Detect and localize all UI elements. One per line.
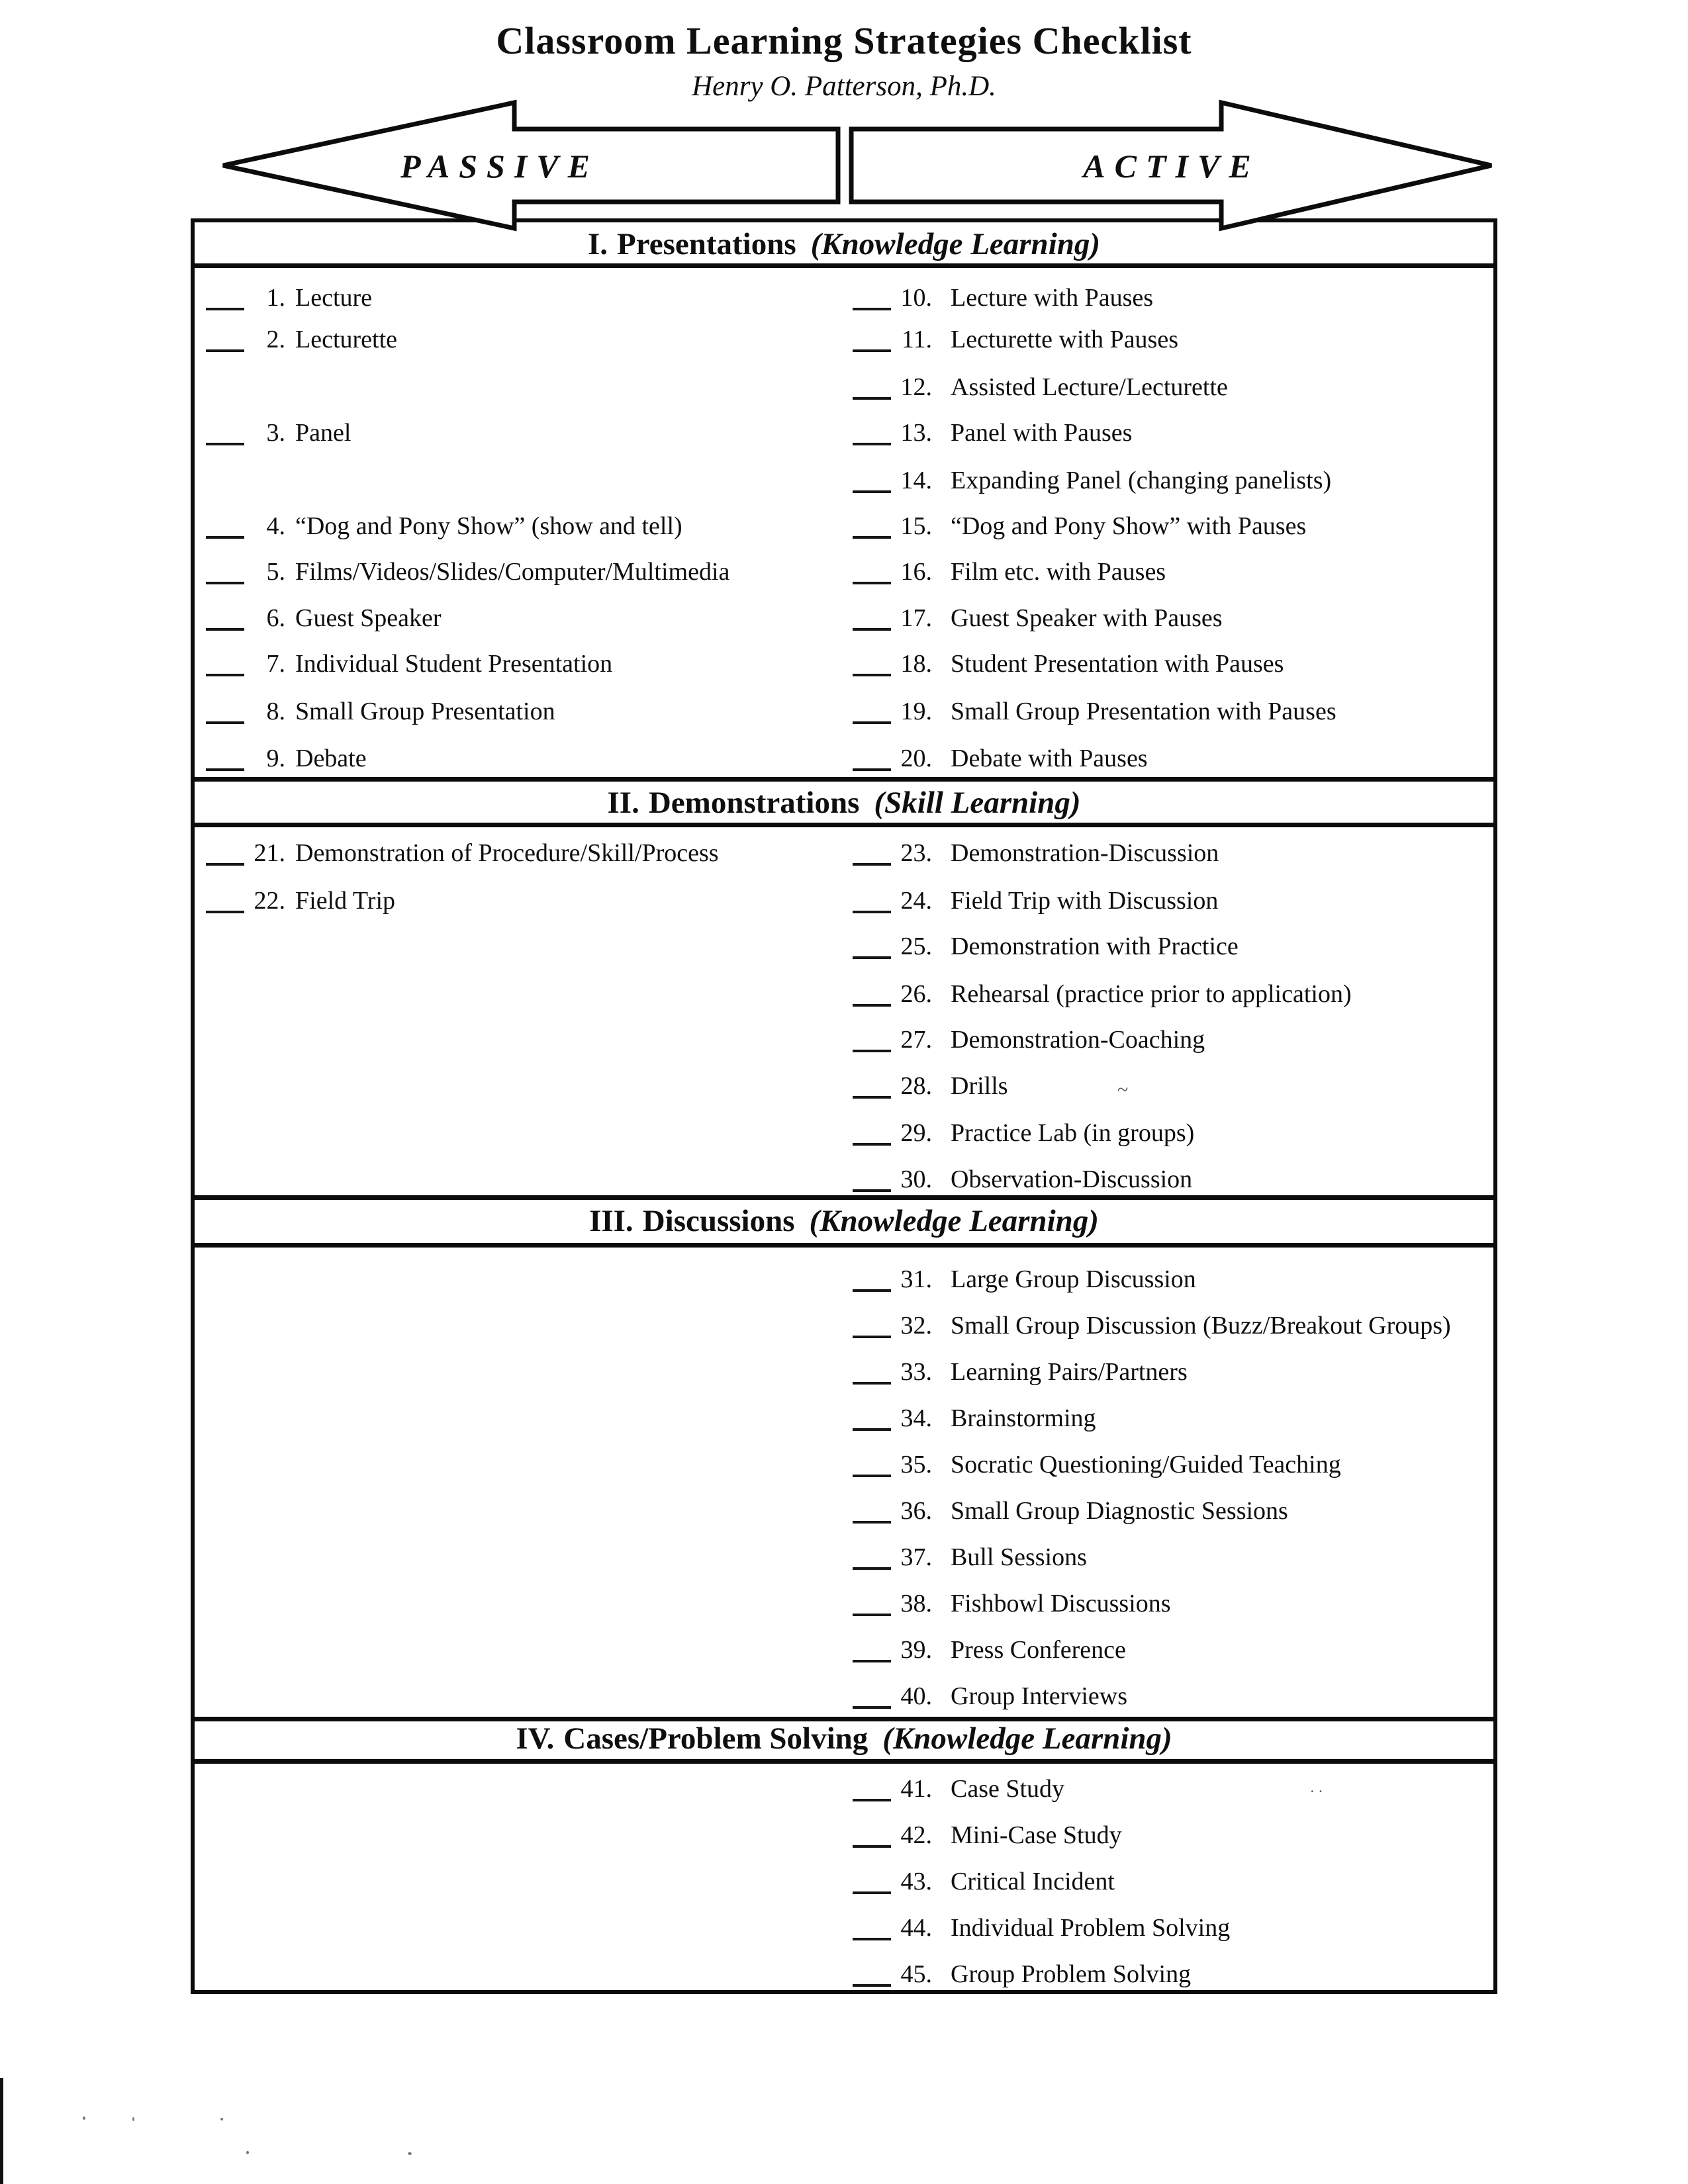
- checklist-item-4: [206, 504, 682, 538]
- section4-name: Cases/Problem Solving: [563, 1721, 868, 1756]
- response-blank-40[interactable]: [853, 1678, 891, 1709]
- section1-learning-type: (Knowledge Learning): [810, 227, 1101, 261]
- item-number: 44.: [900, 1914, 932, 1942]
- item-number: 2.: [266, 326, 285, 353]
- response-blank-9[interactable]: [206, 741, 244, 771]
- response-blank-1[interactable]: [206, 280, 244, 310]
- response-blank-45[interactable]: [853, 1956, 891, 1987]
- item-label: Debate with Pauses: [951, 745, 1148, 772]
- item-number: 19.: [900, 698, 932, 725]
- item-label: Socratic Questioning/Guided Teaching: [951, 1451, 1341, 1479]
- checklist-item-26: [853, 972, 1352, 1006]
- item-number: 17.: [900, 604, 932, 632]
- section4-numeral: IV.: [516, 1721, 555, 1756]
- scan-edge-mark: [0, 2078, 3, 2184]
- item-number: 25.: [900, 933, 932, 960]
- item-number: 6.: [266, 604, 285, 632]
- item-number: 10.: [900, 284, 932, 312]
- section1-numeral: I.: [587, 227, 608, 261]
- item-label: Demonstration-Coaching: [951, 1026, 1205, 1054]
- checklist-item-40: [853, 1674, 1127, 1708]
- response-blank-37[interactable]: [853, 1539, 891, 1570]
- item-number: 26.: [900, 980, 932, 1008]
- item-label: Learning Pairs/Partners: [951, 1358, 1188, 1386]
- item-label: Demonstration of Procedure/Skill/Process: [295, 839, 719, 867]
- item-number: 42.: [900, 1821, 932, 1849]
- item-number: 21.: [254, 839, 285, 867]
- checklist-item-11: [853, 317, 1178, 351]
- checklist-item-7: [206, 641, 612, 676]
- scan-speck: [220, 2118, 223, 2120]
- item-label: Guest Speaker with Pauses: [951, 604, 1223, 632]
- response-blank-36[interactable]: [853, 1493, 891, 1524]
- checklist-item-13: [853, 410, 1132, 445]
- checklist-item-41: [853, 1766, 1064, 1801]
- item-label: Mini-Case Study: [951, 1821, 1122, 1849]
- checklist-item-44: [853, 1905, 1230, 1940]
- item-number: 5.: [266, 558, 285, 586]
- item-label: Lecture: [295, 284, 373, 312]
- scan-speck: [246, 2151, 249, 2154]
- scan-artifact: ˙˙: [1309, 1787, 1327, 1806]
- response-blank-15[interactable]: [853, 508, 891, 539]
- item-label: Practice Lab (in groups): [951, 1119, 1195, 1147]
- checklist-item-2: [206, 317, 397, 351]
- checklist-item-24: [853, 878, 1218, 913]
- response-blank-28[interactable]: [853, 1068, 891, 1099]
- checklist-item-16: [853, 549, 1166, 584]
- checklist-item-12: [853, 365, 1228, 399]
- section2-name: Demonstrations: [648, 786, 860, 820]
- response-blank-3[interactable]: [206, 415, 244, 445]
- response-blank-32[interactable]: [853, 1308, 891, 1338]
- item-label: Student Presentation with Pauses: [951, 650, 1284, 678]
- item-label: Guest Speaker: [295, 604, 442, 632]
- item-number: 29.: [900, 1119, 932, 1147]
- section3-learning-type: (Knowledge Learning): [809, 1204, 1099, 1238]
- response-blank-25[interactable]: [853, 929, 891, 959]
- item-number: 39.: [900, 1636, 932, 1664]
- item-label: Individual Problem Solving: [951, 1914, 1231, 1942]
- item-label: Case Study: [951, 1775, 1065, 1803]
- response-blank-27[interactable]: [853, 1022, 891, 1052]
- response-blank-31[interactable]: [853, 1261, 891, 1292]
- checklist-item-42: [853, 1813, 1122, 1847]
- item-number: 45.: [900, 1960, 932, 1988]
- section4-learning-type: (Knowledge Learning): [882, 1721, 1172, 1756]
- item-number: 37.: [900, 1543, 932, 1571]
- checklist-item-38: [853, 1581, 1171, 1615]
- item-number: 20.: [900, 745, 932, 772]
- active-label: ACTIVE: [1083, 148, 1260, 185]
- item-number: 4.: [266, 512, 285, 540]
- checklist-item-18: [853, 641, 1284, 676]
- response-blank-24[interactable]: [853, 883, 891, 913]
- response-blank-44[interactable]: [853, 1910, 891, 1940]
- response-blank-16[interactable]: [853, 554, 891, 584]
- checklist-item-20: [853, 736, 1148, 770]
- response-blank-21[interactable]: [206, 835, 244, 866]
- item-number: 14.: [900, 467, 932, 494]
- response-blank-20[interactable]: [853, 741, 891, 771]
- section4-band-bottom-line: [191, 1759, 1497, 1764]
- response-blank-30[interactable]: [853, 1161, 891, 1192]
- item-number: 12.: [900, 373, 932, 401]
- response-blank-2[interactable]: [206, 322, 244, 352]
- checklist-item-19: [853, 689, 1336, 723]
- checklist-item-25: [853, 924, 1239, 958]
- item-label: Panel: [295, 419, 352, 447]
- response-blank-22[interactable]: [206, 883, 244, 913]
- item-label: Assisted Lecture/Lecturette: [951, 373, 1228, 401]
- item-number: 23.: [900, 839, 932, 867]
- section4-header: [191, 1721, 1497, 1756]
- item-label: Field Trip: [295, 887, 396, 915]
- item-number: 11.: [901, 326, 932, 353]
- checklist-item-14: [853, 458, 1331, 492]
- item-number: 41.: [900, 1775, 932, 1803]
- checklist-item-3: [206, 410, 351, 445]
- response-blank-19[interactable]: [853, 694, 891, 724]
- response-blank-14[interactable]: [853, 463, 891, 493]
- item-label: Demonstration-Discussion: [951, 839, 1219, 867]
- checklist-item-23: [853, 831, 1219, 865]
- item-number: 35.: [900, 1451, 932, 1479]
- response-blank-29[interactable]: [853, 1115, 891, 1146]
- item-number: 33.: [900, 1358, 932, 1386]
- item-label: Small Group Presentation: [295, 698, 555, 725]
- checklist-item-35: [853, 1442, 1341, 1477]
- item-number: 40.: [900, 1682, 932, 1710]
- checklist-item-36: [853, 1488, 1288, 1523]
- item-number: 24.: [900, 887, 932, 915]
- item-label: Press Conference: [951, 1636, 1126, 1664]
- item-label: Individual Student Presentation: [295, 650, 613, 678]
- section3-band-bottom-line: [191, 1243, 1497, 1248]
- item-number: 3.: [266, 419, 285, 447]
- section2-band-top-line: [191, 777, 1497, 782]
- checklist-item-32: [853, 1303, 1451, 1338]
- item-label: Brainstorming: [951, 1404, 1096, 1432]
- response-blank-10[interactable]: [853, 280, 891, 310]
- item-label: Group Problem Solving: [951, 1960, 1192, 1988]
- item-number: 8.: [266, 698, 285, 725]
- checklist-item-37: [853, 1535, 1087, 1569]
- checklist-item-39: [853, 1627, 1126, 1662]
- item-number: 1.: [266, 284, 285, 312]
- section3-header: [191, 1203, 1497, 1239]
- item-label: Fishbowl Discussions: [951, 1590, 1171, 1617]
- checklist-item-30: [853, 1157, 1192, 1191]
- item-number: 32.: [900, 1312, 932, 1340]
- item-label: Drills: [951, 1072, 1008, 1100]
- response-blank-42[interactable]: [853, 1817, 891, 1848]
- item-label: “Dog and Pony Show” with Pauses: [951, 512, 1307, 540]
- checklist-item-9: [206, 736, 367, 770]
- checklist-item-6: [206, 596, 442, 630]
- item-label: Small Group Diagnostic Sessions: [951, 1497, 1288, 1525]
- scan-speck: [132, 2117, 134, 2121]
- item-label: Observation-Discussion: [951, 1165, 1193, 1193]
- section3-name: Discussions: [642, 1204, 795, 1238]
- checklist-item-5: [206, 549, 729, 584]
- item-number: 27.: [900, 1026, 932, 1054]
- item-number: 16.: [900, 558, 932, 586]
- checklist-item-31: [853, 1257, 1196, 1291]
- section2-numeral: II.: [607, 786, 639, 820]
- item-number: 22.: [254, 887, 285, 915]
- response-blank-35[interactable]: [853, 1447, 891, 1477]
- item-number: 18.: [900, 650, 932, 678]
- response-blank-11[interactable]: [853, 322, 891, 352]
- checklist-item-28: [853, 1064, 1008, 1098]
- item-label: Rehearsal (practice prior to application): [951, 980, 1352, 1008]
- section3-numeral: III.: [589, 1204, 633, 1238]
- section2-learning-type: (Skill Learning): [874, 786, 1081, 820]
- response-blank-38[interactable]: [853, 1586, 891, 1616]
- item-label: Lecturette with Pauses: [951, 326, 1179, 353]
- item-label: Expanding Panel (changing panelists): [951, 467, 1332, 494]
- scan-speck: [83, 2116, 85, 2120]
- response-blank-13[interactable]: [853, 415, 891, 445]
- item-number: 38.: [900, 1590, 932, 1617]
- response-blank-6[interactable]: [206, 600, 244, 631]
- response-blank-7[interactable]: [206, 646, 244, 676]
- item-label: Lecture with Pauses: [951, 284, 1154, 312]
- page-author: Henry O. Patterson, Ph.D.: [692, 71, 996, 102]
- item-label: Large Group Discussion: [951, 1265, 1196, 1293]
- item-label: Debate: [295, 745, 367, 772]
- checklist-item-29: [853, 1111, 1194, 1145]
- item-number: 34.: [900, 1404, 932, 1432]
- checklist-item-22: [206, 878, 395, 913]
- item-number: 31.: [900, 1265, 932, 1293]
- item-label: Films/Videos/Slides/Computer/Multimedia: [295, 558, 730, 586]
- item-label: Small Group Discussion (Buzz/Breakout Groups): [951, 1312, 1451, 1340]
- scan-artifact: ~: [1117, 1079, 1129, 1101]
- response-blank-26[interactable]: [853, 976, 891, 1007]
- response-blank-23[interactable]: [853, 835, 891, 866]
- passive-label: PASSIVE: [400, 148, 599, 185]
- checklist-item-10: [853, 275, 1153, 310]
- checklist-item-33: [853, 1349, 1188, 1384]
- checklist-item-21: [206, 831, 719, 865]
- item-label: Panel with Pauses: [951, 419, 1133, 447]
- checklist-item-15: [853, 504, 1306, 538]
- item-label: Small Group Presentation with Pauses: [951, 698, 1336, 725]
- scan-speck: [408, 2152, 412, 2155]
- item-label: Lecturette: [295, 326, 398, 353]
- item-label: Group Interviews: [951, 1682, 1127, 1710]
- passive-active-scale: [0, 0, 1688, 265]
- response-blank-43[interactable]: [853, 1864, 891, 1894]
- response-blank-39[interactable]: [853, 1632, 891, 1662]
- item-label: “Dog and Pony Show” (show and tell): [295, 512, 682, 540]
- response-blank-4[interactable]: [206, 508, 244, 539]
- section3-band-top-line: [191, 1195, 1497, 1200]
- checklist-item-27: [853, 1017, 1205, 1052]
- response-blank-33[interactable]: [853, 1354, 891, 1385]
- item-number: 13.: [900, 419, 932, 447]
- response-blank-12[interactable]: [853, 369, 891, 400]
- item-number: 30.: [900, 1165, 932, 1193]
- response-blank-18[interactable]: [853, 646, 891, 676]
- checklist-item-45: [853, 1952, 1191, 1986]
- checklist-item-1: [206, 275, 372, 310]
- item-label: Critical Incident: [951, 1868, 1115, 1895]
- response-blank-8[interactable]: [206, 694, 244, 724]
- item-number: 28.: [900, 1072, 932, 1100]
- checklist-item-8: [206, 689, 555, 723]
- section2-header: [191, 785, 1497, 821]
- item-number: 7.: [266, 650, 285, 678]
- section2-band-bottom-line: [191, 823, 1497, 827]
- page-title: Classroom Learning Strategies Checklist: [496, 19, 1192, 62]
- item-number: 15.: [900, 512, 932, 540]
- item-number: 36.: [900, 1497, 932, 1525]
- response-blank-5[interactable]: [206, 554, 244, 584]
- response-blank-17[interactable]: [853, 600, 891, 631]
- item-label: Film etc. with Pauses: [951, 558, 1166, 586]
- response-blank-41[interactable]: [853, 1771, 891, 1801]
- checklist-item-17: [853, 596, 1223, 630]
- response-blank-34[interactable]: [853, 1400, 891, 1431]
- checklist-item-34: [853, 1396, 1096, 1430]
- item-label: Field Trip with Discussion: [951, 887, 1219, 915]
- item-number: 9.: [266, 745, 285, 772]
- section1-name: Presentations: [617, 227, 796, 261]
- item-label: Demonstration with Practice: [951, 933, 1239, 960]
- item-label: Bull Sessions: [951, 1543, 1087, 1571]
- item-number: 43.: [900, 1868, 932, 1895]
- checklist-item-43: [853, 1859, 1115, 1893]
